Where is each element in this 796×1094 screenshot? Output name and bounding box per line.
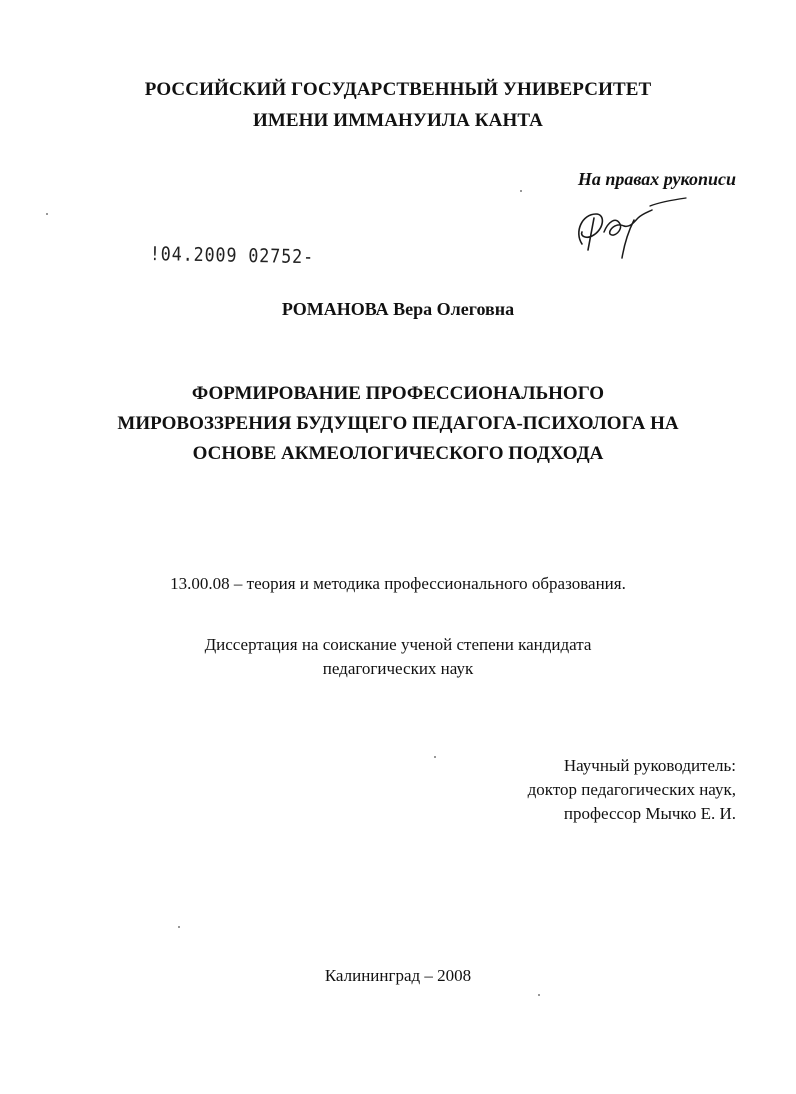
title-line3: ОСНОВЕ АКМЕОЛОГИЧЕСКОГО ПОДХОДА xyxy=(192,443,604,464)
manuscript-note: На правах рукописи xyxy=(577,169,736,189)
university-name-line1: РОССИЙСКИЙ ГОСУДАРСТВЕННЫЙ УНИВЕРСИТЕТ xyxy=(144,79,652,100)
signature-icon xyxy=(568,192,694,264)
scan-speck xyxy=(520,190,522,192)
supervisor-degree: доктор педагогических наук, xyxy=(527,780,736,799)
supervisor-block xyxy=(440,754,736,826)
supervisor-label: Научный руководитель: xyxy=(563,756,736,775)
specialty-code: 13.00.08 – теория и методика профессионального образования. xyxy=(170,574,626,593)
title-line2: МИРОВОЗЗРЕНИЯ БУДУЩЕГО ПЕДАГОГА-ПСИХОЛОГА НА xyxy=(117,413,679,434)
title-line1: ФОРМИРОВАНИЕ ПРОФЕССИОНАЛЬНОГО xyxy=(191,383,605,404)
supervisor-name: профессор Мычко Е. И. xyxy=(563,804,736,823)
dissertation-degree xyxy=(0,633,796,681)
city-year: Калининград – 2008 xyxy=(324,966,472,985)
scan-speck xyxy=(46,213,48,215)
dissertation-title xyxy=(0,379,796,469)
degree-line2: педагогических наук xyxy=(322,659,474,678)
scan-speck xyxy=(434,756,436,758)
degree-line1: Диссертация на соискание ученой степени кандидата xyxy=(204,635,592,654)
author-name: РОМАНОВА Вера Олеговна xyxy=(281,299,515,319)
university-heading xyxy=(0,74,796,136)
scan-speck xyxy=(178,926,180,928)
catalog-code: !04.2009 02752- xyxy=(149,243,315,269)
scan-speck xyxy=(538,994,540,996)
university-name-line2: ИМЕНИ ИММАНУИЛА КАНТА xyxy=(252,110,543,131)
